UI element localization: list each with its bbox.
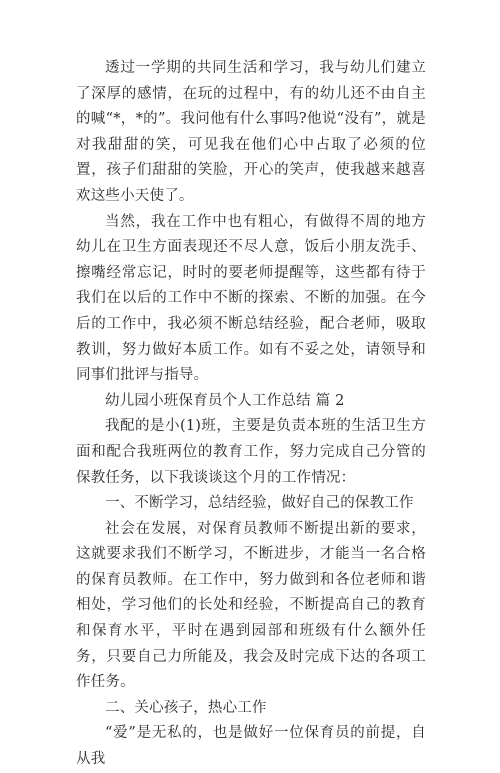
- section-title: 幼儿园小班保育员个人工作总结 篇 2: [105, 392, 345, 409]
- subheading-learning: 一、不断学习，总结经验，做好自己的保教工作: [105, 495, 414, 512]
- paragraph-emotion: 透过一学期的共同生活和学习，我与幼儿们建立了深厚的感情，在玩的过程中，有的幼儿还不由自主的喊“*，*的”。我问他有什么事吗?他说“没有”，就是对我甜甜的笑，可见我在他们心中占取了必须的位置，孩子们甜甜的笑脸，开心的笑声，使我越来越喜欢这些小天使了。: [76, 60, 426, 204]
- paragraph-love: “爱”是无私的，也是做好一位保育员的前提，自从我: [76, 725, 426, 768]
- paragraph-introduction: 我配的是小(1)班，主要是负责本班的生活卫生方面和配合我班两位的教育工作，努力完成自己分管的保教任务，以下我谈谈这个月的工作情况：: [76, 418, 426, 486]
- paragraph-shortcomings: 当然，我在工作中也有粗心，有做得不周的地方幼儿在卫生方面表现还不尽人意，饭后小朋友洗手、擦嘴经常忘记，时时的要老师提醒等，这些都有待于我们在以后的工作中不断的探索、不断的加强。在今后的工作中，我必须不断总结经验，配合老师，吸取教训，努力做好本质工作。如有不妥之处，请领导和同事们批评与指导。: [76, 213, 426, 384]
- document-body: [76, 56, 426, 773]
- paragraph-learning: 社会在发展，对保育员教师不断提出新的要求，这就要求我们不断学习，不断进步，才能当一名合格的保育员教师。在工作中，努力做到和各位老师和谐相处，学习他们的长处和经验，不断提高自己的教育和保育水平，平时在遇到园部和班级有什么额外任务，只要自己力所能及，我会及时完成下达的各项工作任务。: [76, 520, 426, 691]
- subheading-care: 二、关心孩子，热心工作: [105, 699, 267, 716]
